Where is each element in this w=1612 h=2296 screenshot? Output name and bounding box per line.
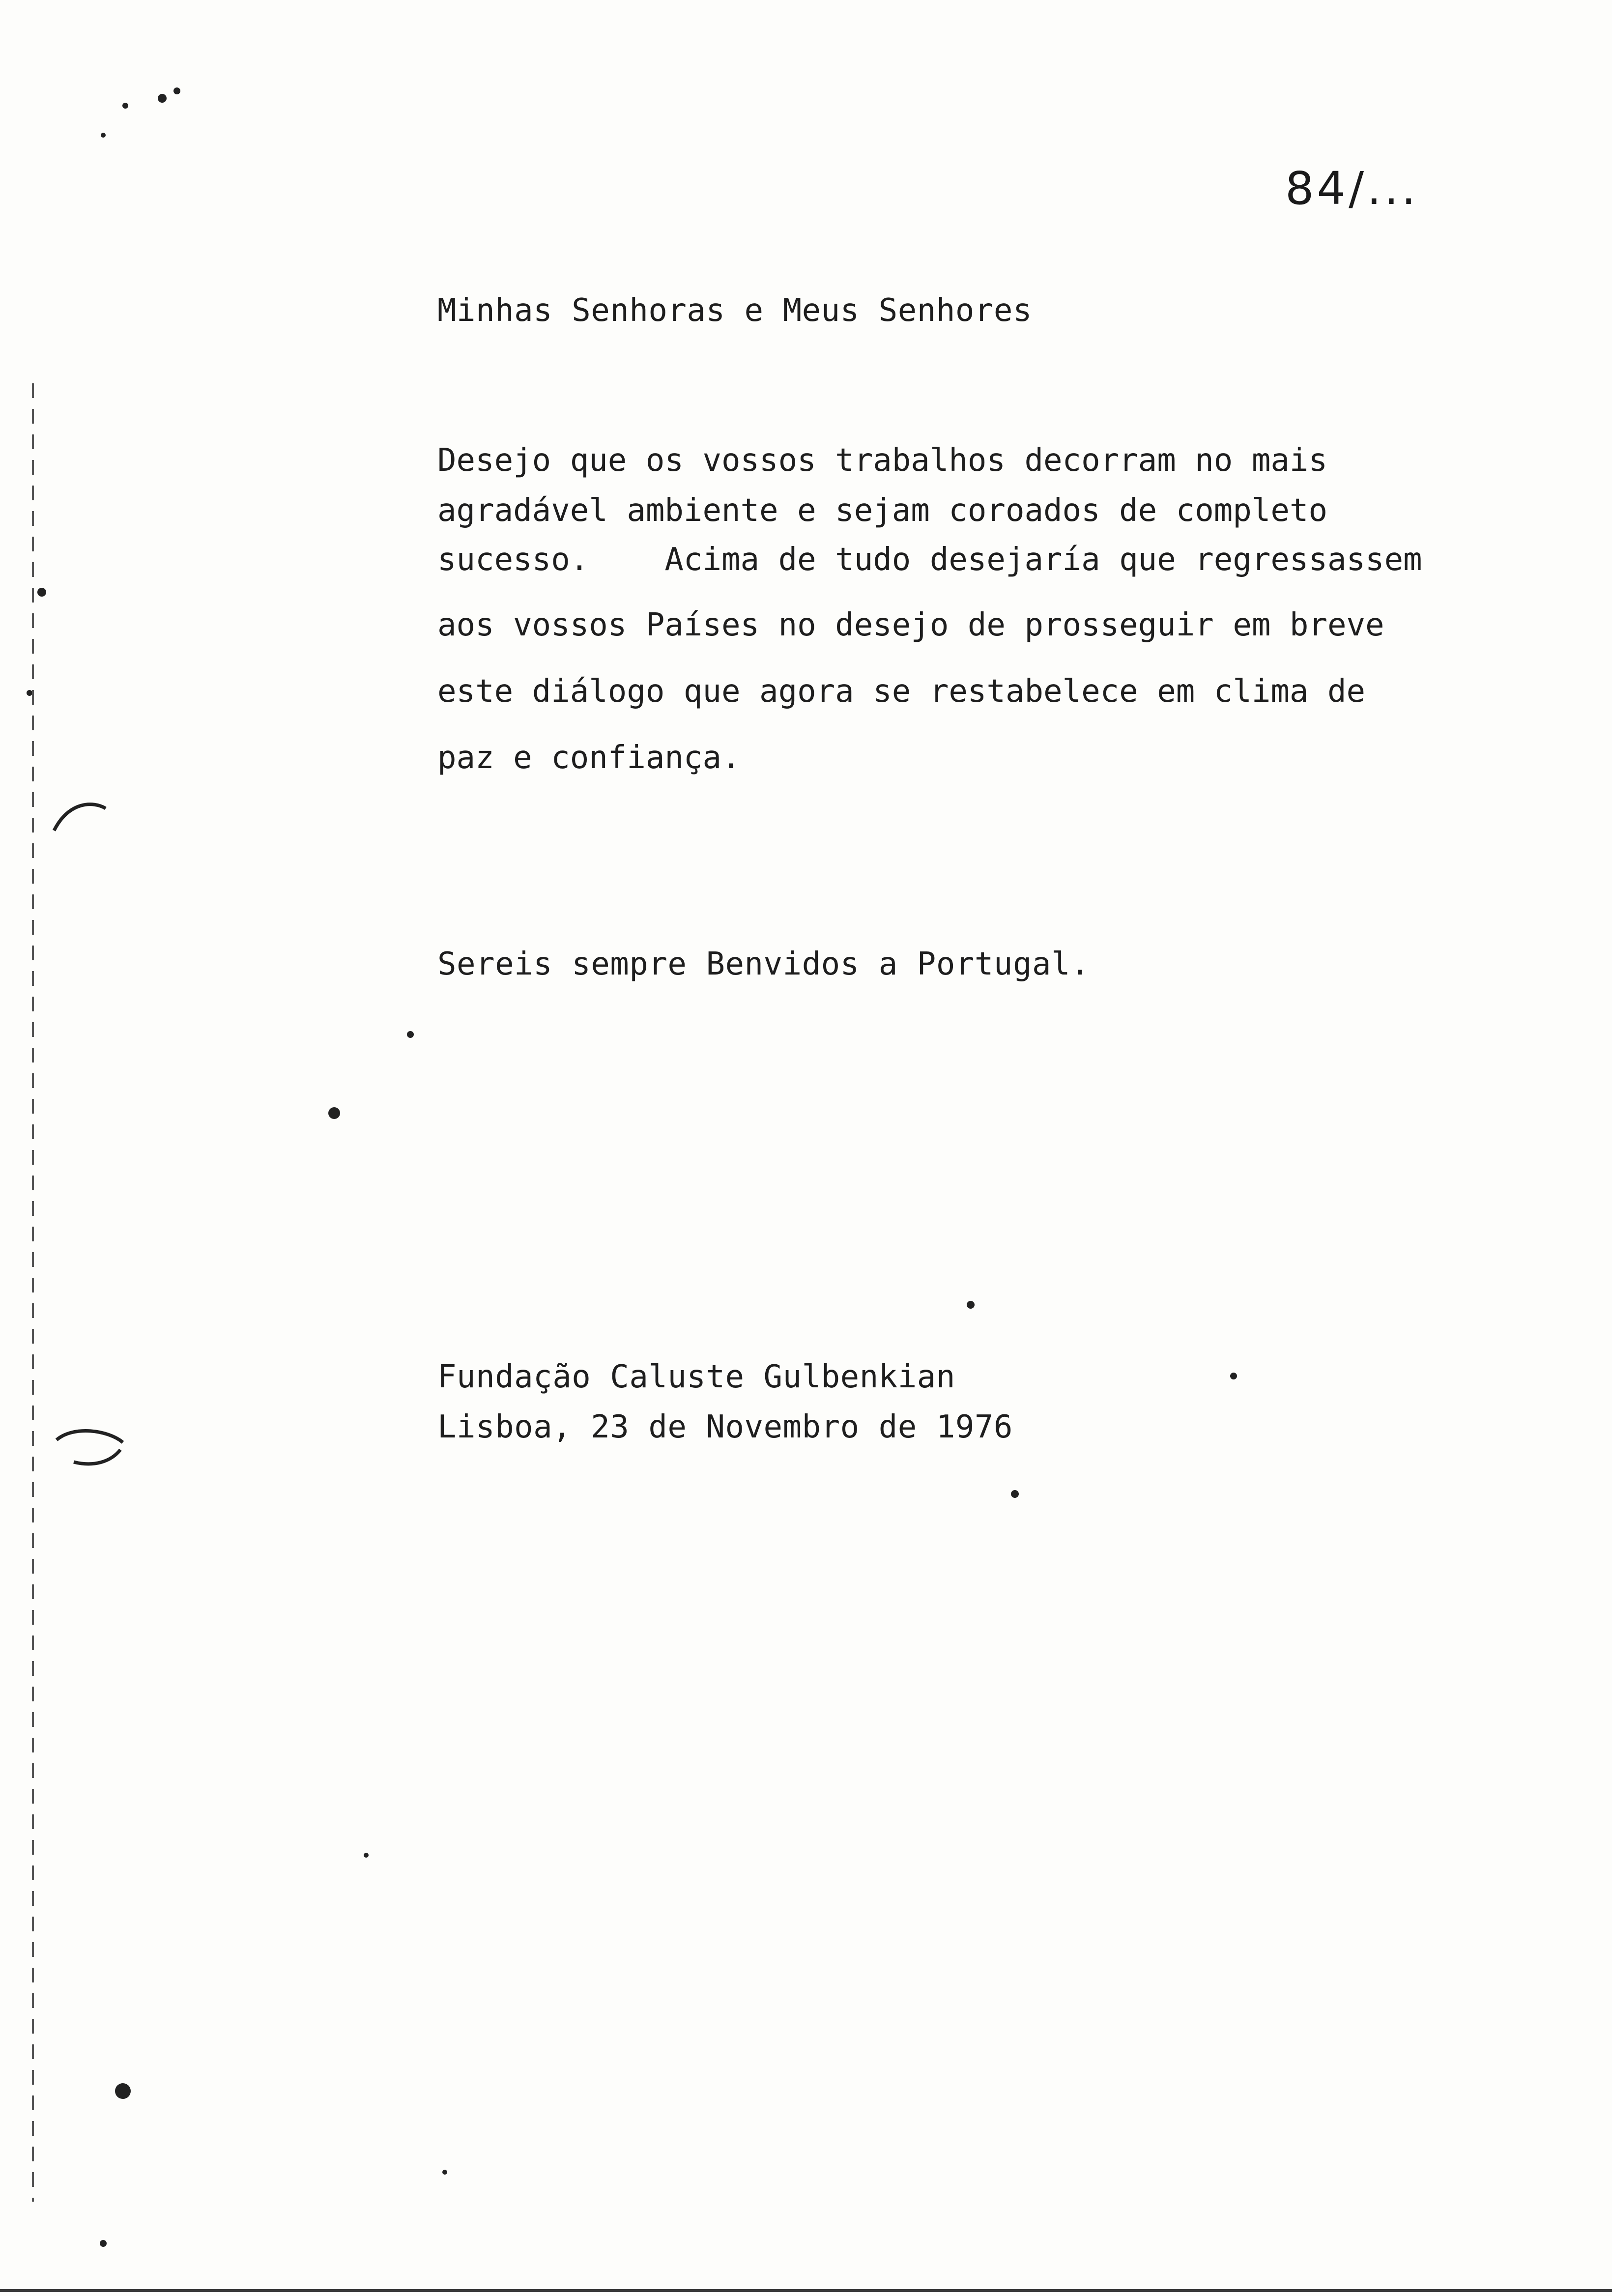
bottom-edge-line bbox=[0, 2289, 1612, 2292]
paragraph-line: paz e confiança. bbox=[437, 740, 741, 776]
signature-organization: Fundação Caluste Gulbenkian bbox=[437, 1359, 955, 1395]
closing-line: Sereis sempre Benvidos a Portugal. bbox=[437, 946, 1090, 982]
salutation: Minhas Senhoras e Meus Senhores bbox=[437, 292, 1032, 329]
paragraph-line: este diálogo que agora se restabelece em clima de bbox=[437, 673, 1366, 710]
paragraph-line: aos vossos Países no desejo de prosseguir em breve bbox=[437, 607, 1384, 643]
paragraph-line: Desejo que os vossos trabalhos decorram no mais bbox=[437, 442, 1327, 479]
page-number: 84/... bbox=[1285, 162, 1419, 215]
paragraph-line: sucesso. Acima de tudo desejaría que regressassem bbox=[437, 542, 1422, 578]
binding-edge-marks bbox=[29, 383, 36, 2202]
paragraph-line: agradável ambiente e sejam coroados de completo bbox=[437, 492, 1327, 529]
signature-place-date: Lisboa, 23 de Novembro de 1976 bbox=[437, 1409, 1013, 1445]
